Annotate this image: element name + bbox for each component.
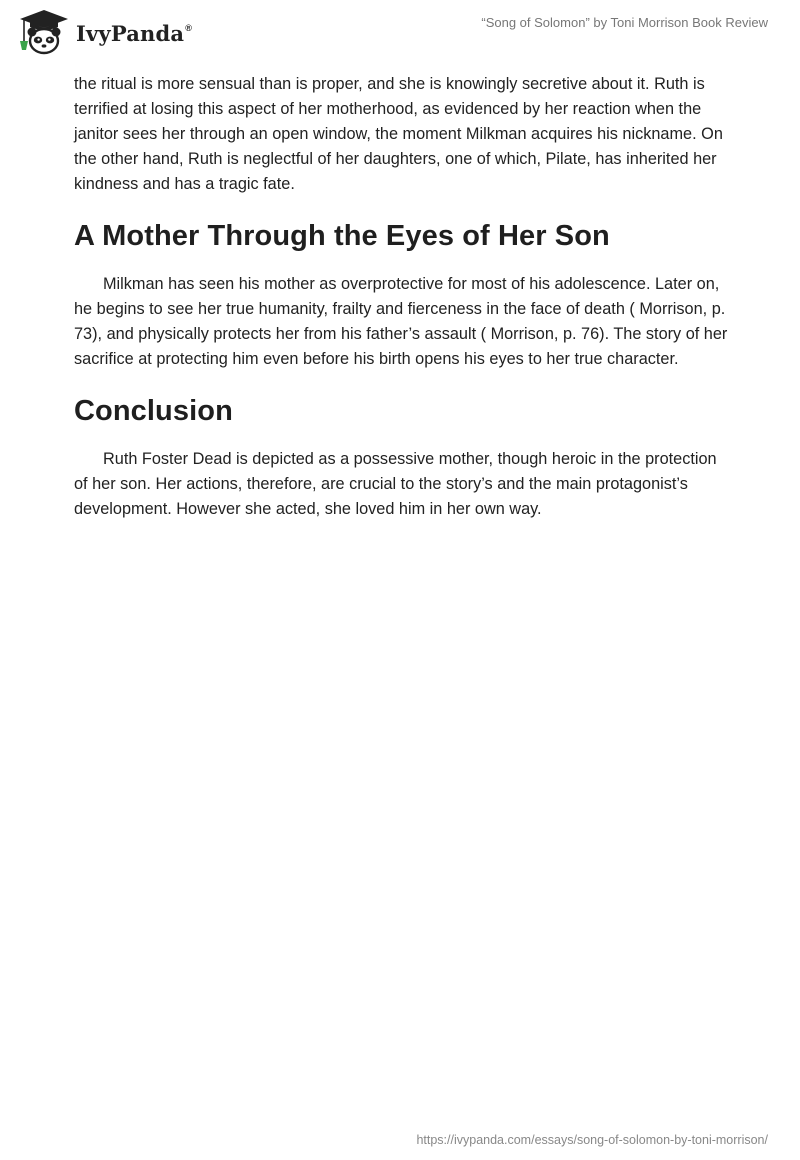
section-heading-mother: A Mother Through the Eyes of Her Son — [74, 220, 610, 252]
ivypanda-logo[interactable] — [14, 8, 191, 56]
logo-wordmark: IvyPanda® — [76, 20, 193, 46]
intro-paragraph: the ritual is more sensual than is proper, and she is knowingly secretive about it. Ruth is terrified at losing this aspect of her motherhood, as evidenced by her reaction when the janitor sees her through an open window, the moment Milkman acquires his nickname. On the other hand, Ruth is neglectful of her daughters, one of which, Pilate, has inherited her kindness and has a tragic fate. — [74, 75, 723, 193]
registered-mark: ® — [185, 22, 193, 33]
document-title: “Song of Solomon” by Toni Morrison Book Review — [481, 15, 768, 30]
section-paragraph-mother: Milkman has seen his mother as overprotective for most of his adolescence. Later on, he begins to see her true humanity, frailty and fierceness in the face of death ( Morrison, p. 73), and physically protects her from his father’s assault ( Morrison, p. 76). The story of her sacrifice at protecting him even before his birth opens his eyes to her true character. — [74, 275, 728, 368]
section-paragraph-conclusion: Ruth Foster Dead is depicted as a possessive mother, though heroic in the protection of her son. Her actions, therefore, are crucial to the story’s and the main protagonist’s development. However she acted, she loved him in her own way. — [74, 450, 717, 518]
page-header — [0, 0, 800, 60]
section-heading-conclusion: Conclusion — [74, 395, 233, 427]
source-url[interactable]: https://ivypanda.com/essays/song-of-solomon-by-toni-morrison/ — [416, 1133, 768, 1147]
article-body — [74, 72, 734, 522]
panda-graduate-icon — [14, 8, 74, 56]
